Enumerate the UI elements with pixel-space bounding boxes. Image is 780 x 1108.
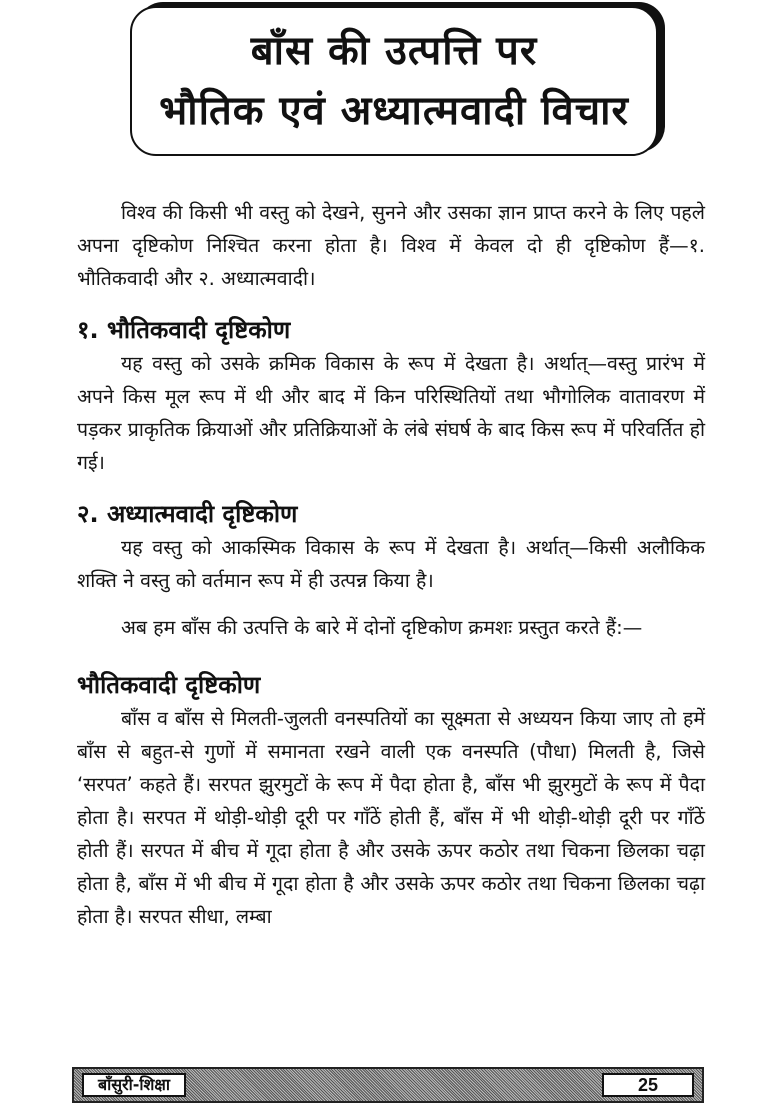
chapter-title-line-2: भौतिक एवं अध्यात्मवादी विचार <box>159 88 629 134</box>
section-heading-spiritualist: २. अध्यात्मवादी दृष्टिकोण <box>77 500 298 528</box>
chapter-title-box <box>130 6 658 156</box>
subsection-heading: भौतिकवादी दृष्टिकोण <box>77 671 261 699</box>
transition-paragraph: अब हम बाँस की उत्पत्ति के बारे में दोनों दृष्टिकोण क्रमशः प्रस्तुत करते हैं:— <box>121 616 643 639</box>
chapter-title-line-1: बाँस की उत्पत्ति पर <box>250 28 538 74</box>
page-footer <box>72 1067 704 1103</box>
subsection-body: बाँस व बाँस से मिलती-जुलती वनस्पतियों का सूक्ष्मता से अध्ययन किया जाए तो हमें बाँस से बहुत-से गुणों में समानता रखने वाली एक वनस्पति (पौधा) मिलती है, जिसे ‘सरपत’ कहते हैं। सरपत झुरमुटों के रूप में पैदा होता है, बाँस भी झुरमुटों के रूप में पैदा होता है। सरपत में थोड़ी-थोड़ी दूरी पर गाँठें होती हैं, बाँस में भी थोड़ी-थोड़ी दूरी पर गाँठें होती हैं। सरपत में बीच में गूदा होता है और उसके ऊपर कठोर तथा चिकना छिलका चढ़ा होता है, बाँस में भी बीच में गूदा होता है और उसके ऊपर कठोर तथा चिकना छिलका चढ़ा होता है। सरपत सीधा, लम्बा <box>77 707 705 928</box>
section-body-materialist: यह वस्तु को उसके क्रमिक विकास के रूप में देखता है। अर्थात्—वस्तु प्रारंभ में अपने किस मूल रूप में थी और बाद में किन परिस्थितियों तथा भौगोलिक वातावरण में पड़कर प्राकृतिक क्रियाओं और प्रतिक्रियाओं के लंबे संघर्ष के बाद किस रूप में परिवर्तित हो गई। <box>77 352 705 474</box>
intro-paragraph: विश्व की किसी भी वस्तु को देखने, सुनने और उसका ज्ञान प्राप्त करने के लिए पहले अपना दृष्टिकोण निश्चित करना होता है। विश्व में केवल दो ही दृष्टिकोण हैं—१. भौतिकवादी और २. अध्यात्मवादी। <box>77 201 705 290</box>
section-heading-materialist: १. भौतिकवादी दृष्टिकोण <box>77 316 291 344</box>
footer-book-title: बाँसुरी-शिक्षा <box>82 1073 186 1097</box>
page-content <box>77 196 705 933</box>
section-body-spiritualist: यह वस्तु को आकस्मिक विकास के रूप में देखता है। अर्थात्—किसी अलौकिक शक्ति ने वस्तु को वर्तमान रूप में ही उत्पन्न किया है। <box>77 536 705 592</box>
footer-page-number: 25 <box>602 1073 694 1097</box>
